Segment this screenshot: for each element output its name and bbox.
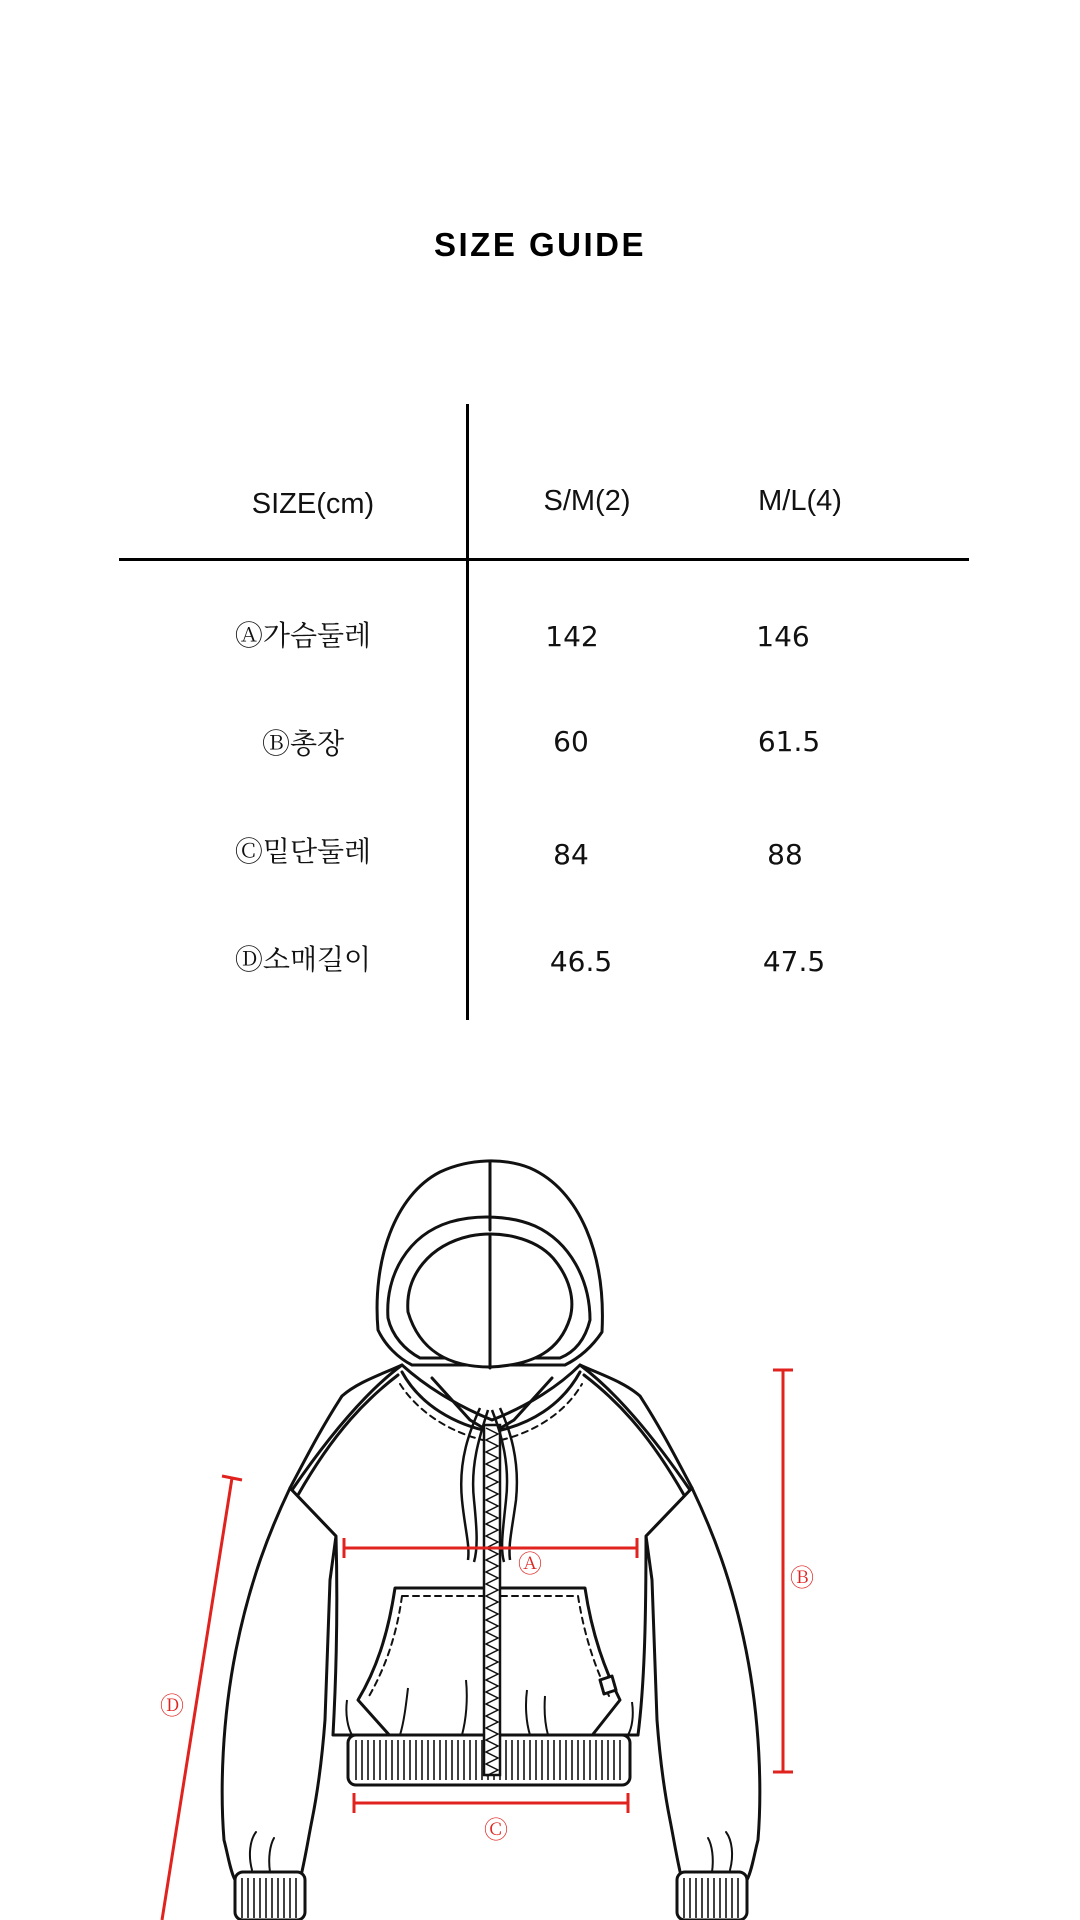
size-col-sm: S/M(2) (543, 485, 631, 517)
row-label-hem: Ⓒ밑단둘레 (234, 835, 372, 868)
marker-c: Ⓒ (484, 1816, 508, 1844)
pocket-tab (600, 1676, 616, 1694)
cell-length-ml: 61.5 (757, 725, 821, 758)
row-label-sleeve: Ⓓ소매길이 (234, 943, 372, 976)
page-title: SIZE GUIDE (433, 226, 647, 263)
hoodie-measurement-diagram (0, 1140, 1080, 1920)
size-header: SIZE(cm) (251, 488, 375, 520)
left-sleeve (222, 1488, 336, 1880)
table-header-rule (119, 558, 969, 561)
zipper (484, 1425, 500, 1776)
marker-a: Ⓐ (518, 1550, 542, 1578)
cell-hem-sm: 84 (553, 838, 589, 871)
right-sleeve (646, 1488, 760, 1880)
cell-sleeve-ml: 47.5 (762, 945, 826, 978)
marker-d: Ⓓ (160, 1692, 184, 1720)
left-cuff (235, 1872, 305, 1920)
cell-chest-ml: 146 (756, 620, 810, 653)
cell-sleeve-sm: 46.5 (549, 945, 613, 978)
row-label-length: Ⓑ총장 (261, 727, 345, 760)
row-label-chest: Ⓐ가슴둘레 (234, 619, 372, 652)
cell-hem-ml: 88 (767, 838, 803, 871)
cell-length-sm: 60 (553, 725, 589, 758)
marker-b: Ⓑ (790, 1564, 814, 1592)
cell-chest-sm: 142 (545, 620, 599, 653)
size-col-ml: M/L(4) (758, 485, 842, 517)
right-cuff (677, 1872, 747, 1920)
measure-line-hem (354, 1793, 628, 1813)
table-vertical-rule (466, 404, 469, 1020)
